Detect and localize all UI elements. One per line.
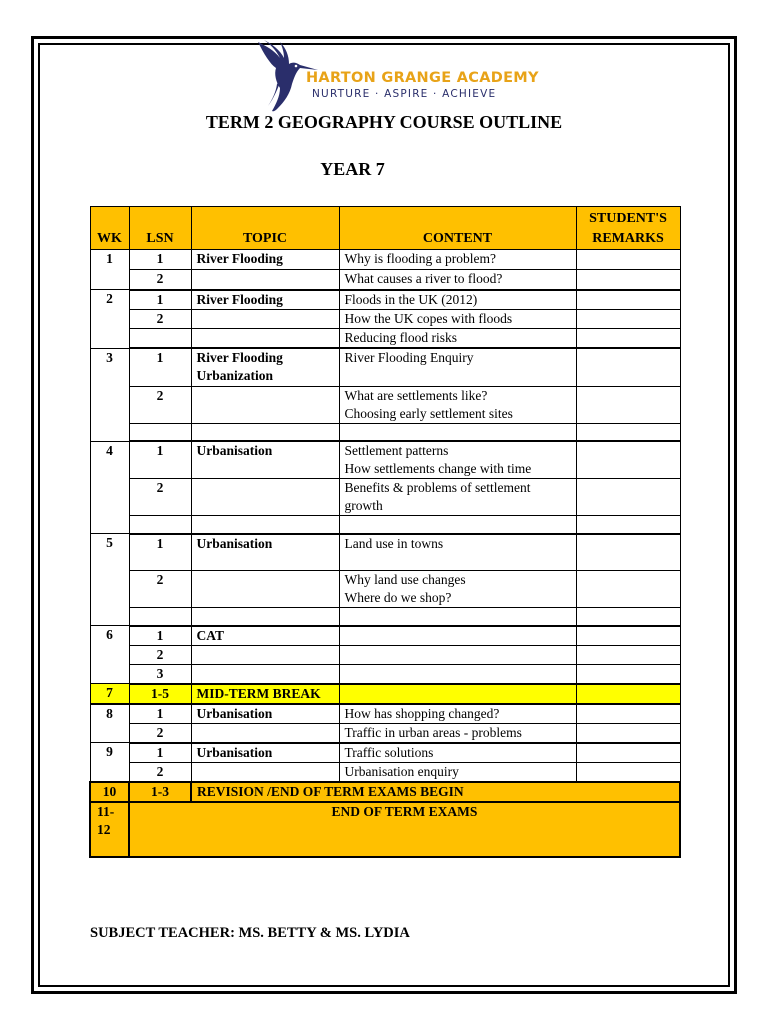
topic-cell: Urbanisation xyxy=(191,441,339,479)
topic-cell: END OF TERM EXAMS xyxy=(129,802,680,857)
topic-cell: Urbanisation xyxy=(191,534,339,571)
topic-cell: River Flooding Urbanization xyxy=(191,348,339,386)
week-cell: 1 xyxy=(90,250,129,290)
remarks-cell[interactable] xyxy=(576,270,680,290)
lesson-cell: 1 xyxy=(129,441,191,479)
lesson-cell: 2 xyxy=(129,571,191,608)
content-cell: Land use in towns xyxy=(339,534,576,571)
topic-cell: Urbanisation xyxy=(191,743,339,763)
topic-cell xyxy=(191,723,339,743)
table-row xyxy=(90,290,680,310)
topic-cell xyxy=(191,608,339,626)
lesson-cell: 3 xyxy=(129,664,191,684)
table-row xyxy=(90,348,680,386)
remarks-cell[interactable] xyxy=(576,743,680,763)
lesson-cell: 2 xyxy=(129,645,191,664)
lesson-cell: 1 xyxy=(129,250,191,270)
topic-cell xyxy=(191,571,339,608)
remarks-cell[interactable] xyxy=(576,626,680,646)
table-row xyxy=(90,534,680,571)
table-row xyxy=(90,645,680,664)
remarks-cell[interactable] xyxy=(576,423,680,441)
year-label: YEAR 7 xyxy=(320,159,385,179)
table-row xyxy=(90,310,680,329)
topic-cell xyxy=(191,310,339,329)
lesson-cell: 1 xyxy=(129,348,191,386)
table-row xyxy=(90,762,680,782)
topic-cell xyxy=(191,664,339,684)
topic-cell xyxy=(191,423,339,441)
table-row xyxy=(90,802,680,857)
table-row xyxy=(90,723,680,743)
topic-cell xyxy=(191,516,339,534)
content-cell xyxy=(339,608,576,626)
lesson-cell: 1 xyxy=(129,743,191,763)
remarks-cell[interactable] xyxy=(576,310,680,329)
lesson-cell xyxy=(129,608,191,626)
table-row xyxy=(90,329,680,349)
content-cell: Benefits & problems of settlement growth xyxy=(339,479,576,516)
topic-cell xyxy=(191,645,339,664)
content-cell: How has shopping changed? xyxy=(339,704,576,724)
table-row xyxy=(90,684,680,704)
header-topic: TOPIC xyxy=(191,207,339,250)
remarks-cell[interactable] xyxy=(576,441,680,479)
document-title: TERM 2 GEOGRAPHY COURSE OUTLINE xyxy=(205,112,563,132)
week-cell: 6 xyxy=(90,626,129,684)
table-row xyxy=(90,386,680,423)
lesson-cell xyxy=(129,423,191,441)
content-cell: What causes a river to flood? xyxy=(339,270,576,290)
remarks-cell[interactable] xyxy=(576,704,680,724)
topic-cell: MID-TERM BREAK xyxy=(191,684,339,704)
course-outline-table xyxy=(89,206,681,858)
content-cell xyxy=(339,626,576,646)
lesson-cell: 1 xyxy=(129,626,191,646)
remarks-cell[interactable] xyxy=(576,479,680,516)
week-cell: 9 xyxy=(90,743,129,782)
remarks-cell[interactable] xyxy=(576,723,680,743)
content-cell: Traffic in urban areas - problems xyxy=(339,723,576,743)
table-row xyxy=(90,664,680,684)
table-row xyxy=(90,441,680,479)
school-logo xyxy=(256,40,539,112)
topic-cell: River Flooding xyxy=(191,250,339,270)
week-cell: 11- 12 xyxy=(90,802,129,857)
lesson-cell: 1-3 xyxy=(129,782,191,802)
lesson-cell xyxy=(129,329,191,349)
topic-cell: CAT xyxy=(191,626,339,646)
lesson-cell: 1 xyxy=(129,704,191,724)
table-row xyxy=(90,626,680,646)
lesson-cell: 2 xyxy=(129,270,191,290)
remarks-cell[interactable] xyxy=(576,645,680,664)
table-row xyxy=(90,270,680,290)
remarks-cell[interactable] xyxy=(576,762,680,782)
content-cell: Urbanisation enquiry xyxy=(339,762,576,782)
topic-cell: REVISION /END OF TERM EXAMS BEGIN xyxy=(191,782,680,802)
week-cell: 7 xyxy=(90,684,129,704)
remarks-cell[interactable] xyxy=(576,534,680,571)
content-cell: Reducing flood risks xyxy=(339,329,576,349)
week-cell: 4 xyxy=(90,441,129,534)
header-content: CONTENT xyxy=(339,207,576,250)
week-cell: 2 xyxy=(90,290,129,349)
content-cell xyxy=(339,664,576,684)
table-row xyxy=(90,608,680,626)
header-wk: WK xyxy=(90,207,129,250)
content-cell: Settlement patterns How settlements change with time xyxy=(339,441,576,479)
remarks-cell[interactable] xyxy=(576,684,680,704)
content-cell: What are settlements like? Choosing early settlement sites xyxy=(339,386,576,423)
content-cell: Why is flooding a problem? xyxy=(339,250,576,270)
remarks-cell[interactable] xyxy=(576,571,680,608)
table-header-row xyxy=(90,207,680,250)
lesson-cell xyxy=(129,516,191,534)
header-remarks: STUDENT'S REMARKS xyxy=(576,207,680,250)
content-cell xyxy=(339,684,576,704)
table-row xyxy=(90,782,680,802)
table-row xyxy=(90,479,680,516)
remarks-cell[interactable] xyxy=(576,608,680,626)
topic-cell xyxy=(191,270,339,290)
topic-cell xyxy=(191,386,339,423)
remarks-cell[interactable] xyxy=(576,664,680,684)
topic-cell: River Flooding xyxy=(191,290,339,310)
week-cell: 8 xyxy=(90,704,129,743)
remarks-cell[interactable] xyxy=(576,250,680,270)
content-cell: Traffic solutions xyxy=(339,743,576,763)
lesson-cell: 2 xyxy=(129,386,191,423)
table-row xyxy=(90,423,680,441)
remarks-cell[interactable] xyxy=(576,386,680,423)
content-cell xyxy=(339,423,576,441)
remarks-cell[interactable] xyxy=(576,329,680,349)
school-name: HARTON GRANGE ACADEMY xyxy=(306,70,539,86)
topic-cell xyxy=(191,479,339,516)
table-row xyxy=(90,250,680,270)
week-cell: 10 xyxy=(90,782,129,802)
content-cell xyxy=(339,516,576,534)
topic-cell: Urbanisation xyxy=(191,704,339,724)
table-row xyxy=(90,743,680,763)
content-cell: River Flooding Enquiry xyxy=(339,348,576,386)
topic-cell xyxy=(191,329,339,349)
lesson-cell: 1-5 xyxy=(129,684,191,704)
remarks-cell[interactable] xyxy=(576,516,680,534)
content-cell: Why land use changes Where do we shop? xyxy=(339,571,576,608)
week-cell: 3 xyxy=(90,348,129,441)
table-row xyxy=(90,571,680,608)
school-motto: NURTURE · ASPIRE · ACHIEVE xyxy=(312,88,497,100)
lesson-cell: 1 xyxy=(129,534,191,571)
topic-cell xyxy=(191,762,339,782)
table-row xyxy=(90,704,680,724)
lesson-cell: 2 xyxy=(129,310,191,329)
week-cell: 5 xyxy=(90,534,129,626)
table-row xyxy=(90,516,680,534)
remarks-cell[interactable] xyxy=(576,290,680,310)
subject-teacher: SUBJECT TEACHER: MS. BETTY & MS. LYDIA xyxy=(90,925,410,941)
lesson-cell: 2 xyxy=(129,723,191,743)
lesson-cell: 1 xyxy=(129,290,191,310)
remarks-cell[interactable] xyxy=(576,348,680,386)
lesson-cell: 2 xyxy=(129,762,191,782)
content-cell xyxy=(339,645,576,664)
header-lsn: LSN xyxy=(129,207,191,250)
content-cell: How the UK copes with floods xyxy=(339,310,576,329)
lesson-cell: 2 xyxy=(129,479,191,516)
content-cell: Floods in the UK (2012) xyxy=(339,290,576,310)
